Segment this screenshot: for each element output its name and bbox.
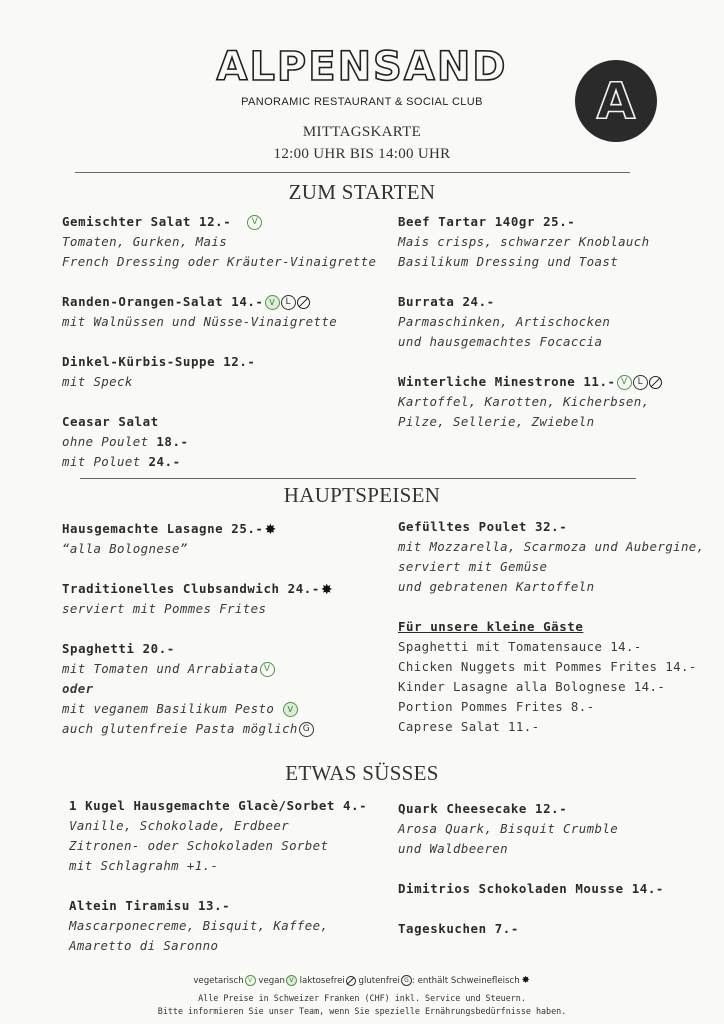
- item-name: Dinkel-Kürbis-Suppe 12.-: [62, 354, 256, 369]
- item-name: Hausgemachte Lasagne 25.-: [62, 521, 264, 536]
- menu-item: [62, 412, 382, 472]
- vegan-icon: V: [265, 295, 280, 310]
- vegan-icon: V: [286, 975, 297, 986]
- starters-left-column: [62, 212, 382, 472]
- menu-item: [398, 799, 718, 859]
- menu-title: MITTAGSKARTE: [302, 124, 422, 140]
- item-description: French Dressing oder Kräuter-Vinaigrette: [62, 254, 377, 269]
- item-description: Vanille, Schokolade, Erdbeer: [69, 818, 290, 833]
- item-name: Quark Cheesecake 12.-: [398, 801, 568, 816]
- menu-item: [398, 517, 718, 597]
- logo-letter: A: [596, 72, 636, 130]
- menu-item: [62, 352, 382, 392]
- item-description: und Waldbeeren: [398, 841, 509, 856]
- pork-icon: ✸: [264, 521, 277, 538]
- item-name: Beef Tartar 140gr 25.-: [398, 214, 576, 229]
- item-description: und hausgemachtes Focaccia: [398, 334, 603, 349]
- item-description: Tomaten, Gurken, Mais: [62, 234, 228, 249]
- lactose-free-icon: [346, 976, 356, 986]
- item-description: Mais crisps, schwarzer Knoblauch: [398, 234, 650, 249]
- item-name: Ceasar Salat: [62, 414, 159, 429]
- menu-item: [398, 372, 718, 432]
- kids-item: Chicken Nuggets mit Pommes Frites 14.-: [398, 659, 697, 674]
- item-name: Randen-Orangen-Salat 14.-: [62, 294, 264, 309]
- dietary-note: Bitte informieren Sie unser Team, wenn Sie spezielle Ernährungsbedürfnisse haben.: [157, 1006, 567, 1016]
- item-description: Amaretto di Saronno: [69, 938, 219, 953]
- item-description: Arosa Quark, Bisquit Crumble: [398, 821, 619, 836]
- starters-right-column: [398, 212, 718, 432]
- item-description: mit Walnüssen und Nüsse-Vinaigrette: [62, 314, 338, 329]
- menu-item: [62, 519, 387, 559]
- item-name: Gefülltes Poulet 32.-: [398, 519, 568, 534]
- kids-menu-title: Für unsere kleine Gäste: [398, 619, 584, 634]
- divider: [75, 172, 630, 173]
- section-title-mains: HAUPTSPEISEN: [283, 483, 441, 507]
- item-name: Spaghetti 20.-: [62, 641, 175, 656]
- item-description: mit Speck: [62, 374, 133, 389]
- menu-item: [69, 796, 389, 876]
- item-description: Kartoffel, Karotten, Kicherbsen,: [398, 394, 650, 409]
- item-name: Burrata 24.-: [398, 294, 495, 309]
- item-description: Zitronen- oder Schokoladen Sorbet: [69, 838, 329, 853]
- brand-logotype: ALPENSAND: [216, 44, 508, 90]
- vegetarian-icon: V: [260, 662, 275, 677]
- vegetarian-icon: V: [247, 215, 262, 230]
- lactose-free-icon: L: [281, 295, 296, 310]
- desserts-right-column: [398, 799, 718, 939]
- section-title-starters: ZUM STARTEN: [288, 180, 436, 204]
- item-name: Dimitrios Schokoladen Mousse 14.-: [398, 881, 664, 896]
- brand-tagline: PANORAMIC RESTAURANT & SOCIAL CLUB: [241, 96, 483, 108]
- item-option: mit Poluet: [62, 454, 149, 469]
- item-description: serviert mit Pommes Frites: [62, 601, 267, 616]
- item-price: 24.-: [148, 454, 181, 469]
- item-name: Altein Tiramisu 13.-: [69, 898, 231, 913]
- kids-item: Spaghetti mit Tomatensauce 14.-: [398, 639, 642, 654]
- pork-icon: ✸: [320, 581, 333, 598]
- item-description: mit Mozzarella, Scarmoza und Aubergine,: [398, 539, 705, 554]
- lactose-free-icon: L: [633, 375, 648, 390]
- kids-item: Caprese Salat 11.-: [398, 719, 540, 734]
- item-description: serviert mit Gemüse: [398, 559, 548, 574]
- legend-vegan-label: vegan: [258, 976, 285, 986]
- menu-item: [62, 579, 387, 619]
- legend-gluten-free-label: glutenfrei: [358, 976, 400, 986]
- item-price: 18.-: [156, 434, 189, 449]
- menu-hours: 12:00 UHR BIS 14:00 UHR: [273, 146, 451, 162]
- item-name: Traditionelles Clubsandwich 24.-: [62, 581, 320, 596]
- price-note: Alle Preise in Schweizer Franken (CHF) inkl. Service und Steuern.: [198, 993, 526, 1003]
- mains-right-column: [398, 517, 718, 737]
- item-name: Tageskuchen 7.-: [398, 921, 519, 936]
- divider: [80, 478, 636, 479]
- kids-item: Kinder Lasagne alla Bolognese 14.-: [398, 679, 666, 694]
- item-description: mit Schlagrahm +1.-: [69, 858, 219, 873]
- item-name: Gemischter Salat 12.-: [62, 214, 232, 229]
- item-description: mit Tomaten und Arrabiata: [62, 661, 259, 676]
- menu-item: [62, 212, 382, 272]
- legend-vegetarian-label: vegetarisch: [193, 976, 244, 986]
- legend-lactose-free-label: laktosefrei: [299, 976, 345, 986]
- kids-menu: [398, 617, 718, 737]
- gluten-free-icon: [649, 376, 662, 389]
- section-title-desserts: ETWAS SÜSSES: [285, 761, 439, 785]
- menu-item: [69, 896, 389, 956]
- price-notes: [0, 992, 724, 1018]
- vegetarian-icon: V: [245, 975, 256, 986]
- item-name: Winterliche Minestrone 11.-: [398, 374, 616, 389]
- menu-item: [62, 639, 387, 739]
- item-description: und gebratenen Kartoffeln: [398, 579, 595, 594]
- item-description: Mascarponecreme, Bisquit, Kaffee,: [69, 918, 329, 933]
- item-description: auch glutenfreie Pasta möglich: [62, 721, 298, 736]
- vegan-icon: V: [283, 702, 298, 717]
- item-option: ohne Poulet: [62, 434, 157, 449]
- menu-item: [398, 212, 718, 272]
- diet-legend: vegetarisch V vegan V laktosefrei glutenfrei G : enthält Schweinefleisch ✸: [193, 974, 530, 986]
- gluten-free-option-icon: G: [299, 722, 314, 737]
- item-description: Pilze, Sellerie, Zwiebeln: [398, 414, 595, 429]
- legend-pork-label: enthält Schweinefleisch: [417, 976, 520, 986]
- gluten-free-icon: [297, 296, 310, 309]
- gluten-free-icon: G: [401, 975, 412, 986]
- item-or: oder: [62, 681, 94, 696]
- menu-item: [62, 292, 382, 332]
- item-description: Parmaschinken, Artischocken: [398, 314, 611, 329]
- pork-icon: ✸: [521, 974, 530, 986]
- menu-item: [398, 292, 718, 352]
- item-description: mit veganem Basilikum Pesto: [62, 701, 275, 716]
- item-description: Basilikum Dressing und Toast: [398, 254, 619, 269]
- item-description: “alla Bolognese”: [62, 541, 188, 556]
- vegetarian-icon: V: [617, 375, 632, 390]
- kids-item: Portion Pommes Frites 8.-: [398, 699, 595, 714]
- mains-left-column: [62, 519, 387, 739]
- desserts-left-column: [69, 796, 389, 956]
- item-name: 1 Kugel Hausgemachte Glacè/Sorbet 4.-: [69, 798, 368, 813]
